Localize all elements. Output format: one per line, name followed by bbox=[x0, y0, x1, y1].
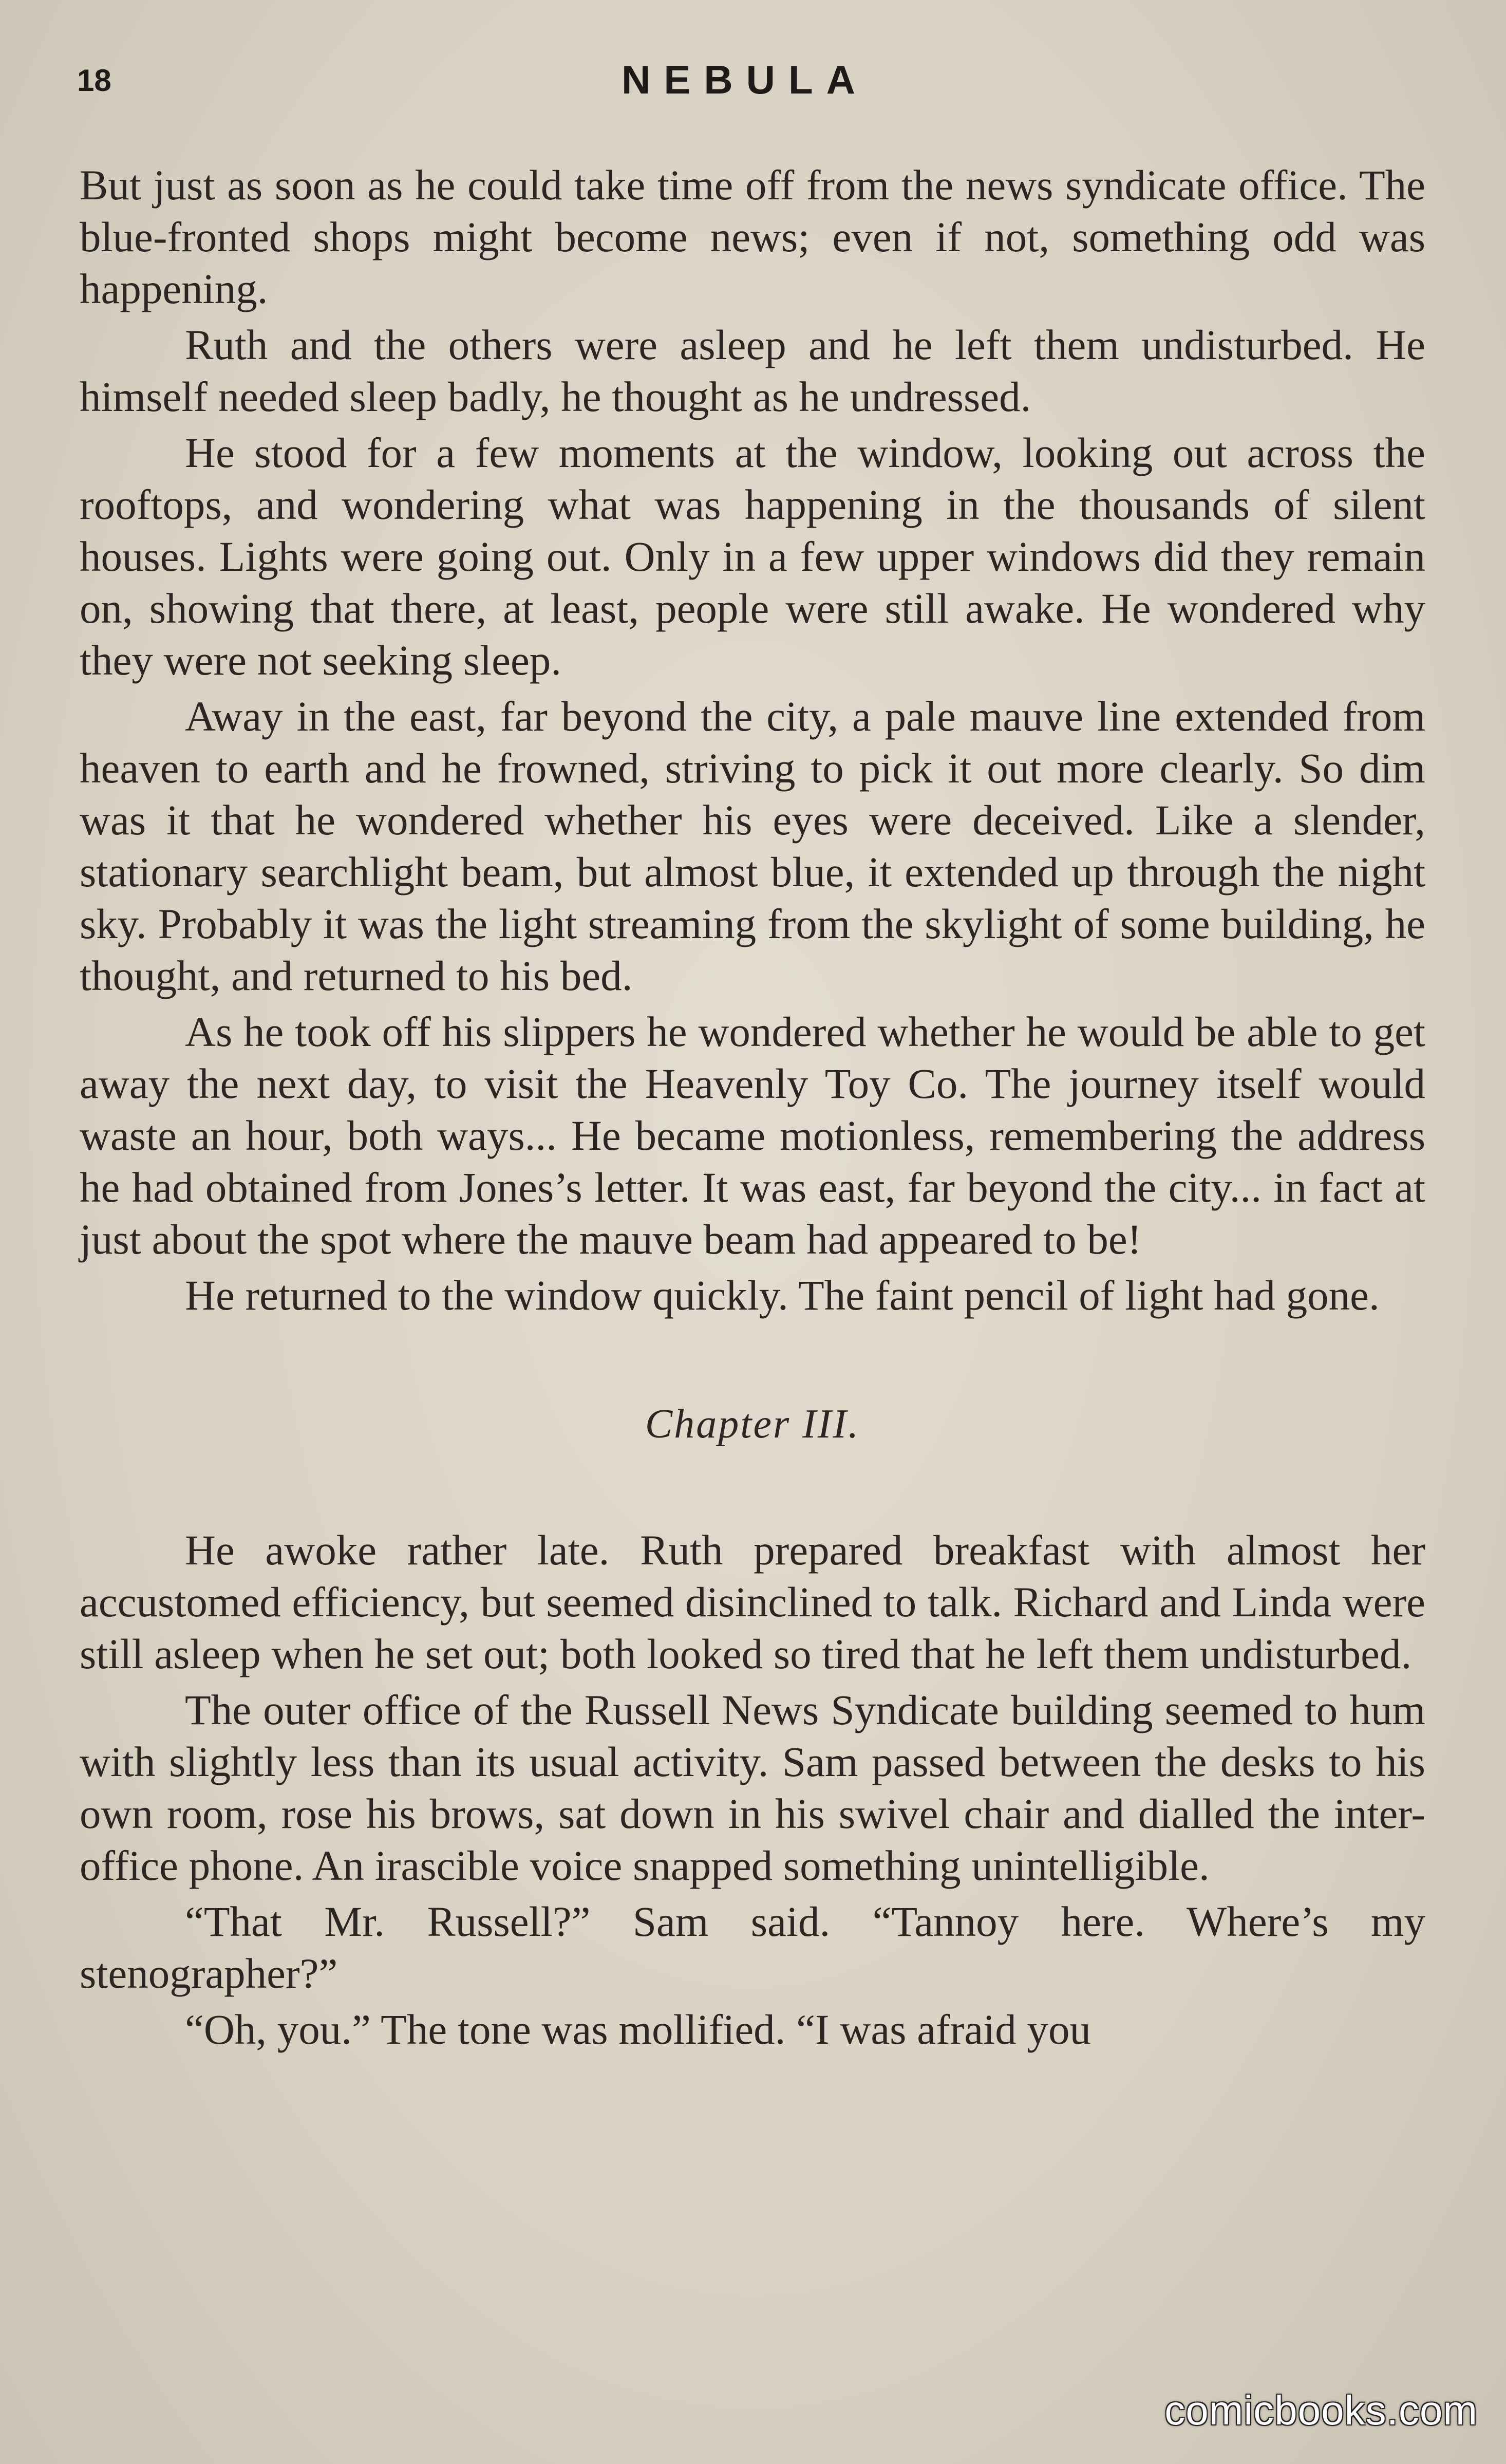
watermark: comicbooks.com bbox=[1164, 2387, 1478, 2433]
body-text bbox=[80, 159, 1425, 2056]
page-number: 18 bbox=[77, 63, 111, 98]
paragraph: Ruth and the others were asleep and he left them undisturbed. He himself needed sleep badly, he thought as he undressed. bbox=[80, 321, 1425, 420]
paragraph: He awoke rather late. Ruth prepared breakfast with almost her accustomed efficiency, but seemed disinclined to talk. Richard and Linda were still asleep when he set out; both looked so tired that he left them undisturbed. bbox=[80, 1526, 1425, 1677]
page-header bbox=[77, 57, 1423, 108]
paragraph: The outer office of the Russell News Syndicate building seemed to hum with slightly less than its usual activity. Sam passed between the desks to his own room, rose his brows, sat down in his swivel chair and dialled the inter-office phone. An irascible voice snapped something unintelligible. bbox=[80, 1686, 1425, 1889]
running-head: NEBULA bbox=[622, 57, 869, 102]
paragraph: He returned to the window quickly. The faint pencil of light had gone. bbox=[185, 1272, 1380, 1319]
chapter-heading: Chapter III. bbox=[645, 1402, 860, 1447]
paragraph: But just as soon as he could take time off from the news syndicate office. The blue-fronted shops might become news; even if not, something odd was happening. bbox=[80, 161, 1425, 312]
paragraph: “That Mr. Russell?” Sam said. “Tannoy here. Where’s my stenographer?” bbox=[80, 1898, 1425, 1997]
paragraph: Away in the east, far beyond the city, a pale mauve line extended from heaven to earth and he frowned, striving to pick it out more clearly. So dim was it that he wondered whether his eyes were deceived. Like a slender, stationary searchlight beam, but almost blue, it extended up through the night sky. Probably it was the light streaming from the skylight of some building, he thought, and returned to his bed. bbox=[80, 693, 1425, 999]
paragraph: As he took off his slippers he wondered whether he would be able to get away the next day, to visit the Heavenly Toy Co. The journey itself would waste an hour, both ways... He became motionless, remembering the address he had obtained from Jones’s letter. It was east, far beyond the city... in fact at just about the spot where the mauve beam had appeared to be! bbox=[80, 1008, 1425, 1263]
paragraph: “Oh, you.” The tone was mollified. “I was afraid you bbox=[185, 2006, 1091, 2053]
paragraph: He stood for a few moments at the window, looking out across the rooftops, and wondering what was happening in the thousands of silent houses. Lights were going out. Only in a few upper windows did they remain on, showing that there, at least, people were still awake. He wondered why they were not seeking sleep. bbox=[80, 429, 1425, 684]
